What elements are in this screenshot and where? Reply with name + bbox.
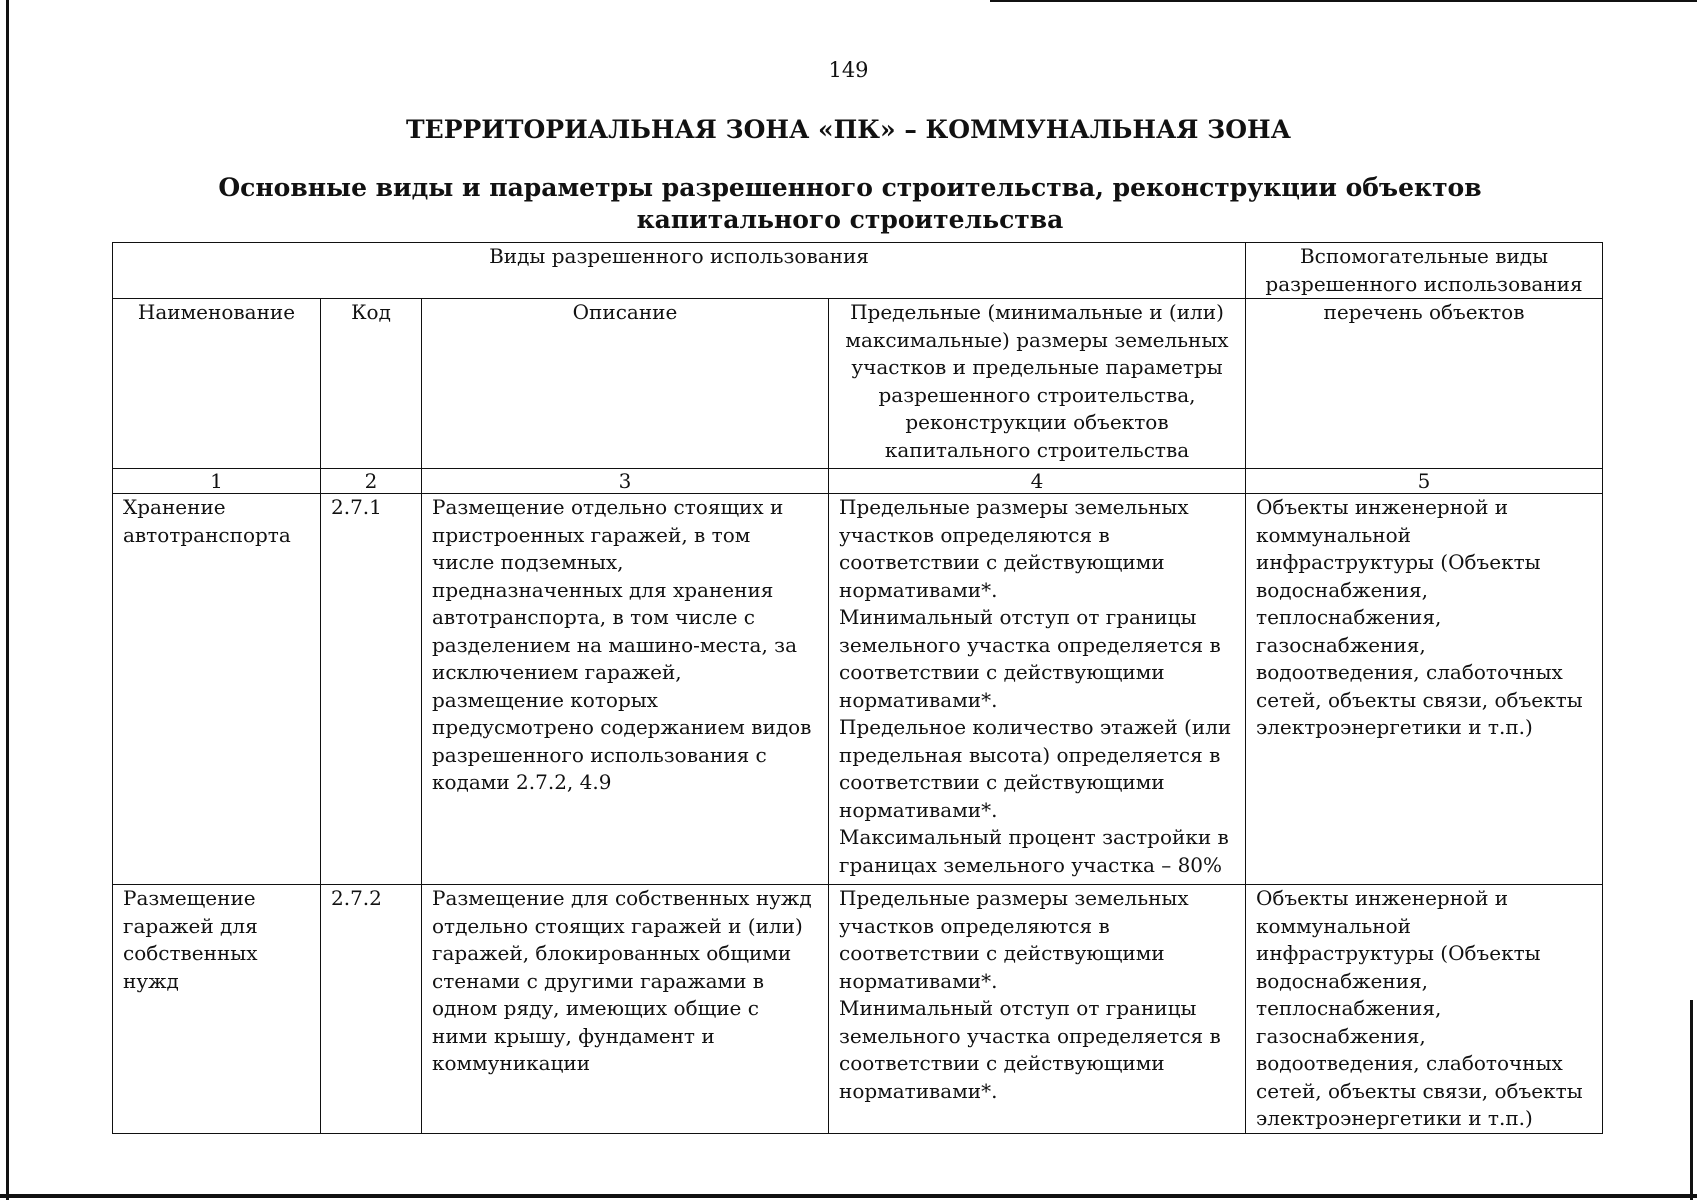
column-number: 4 [829,469,1246,494]
table-row [113,494,1603,885]
cell-description: Размещение для собственных нужд отдельно стоящих гаражей и (или) гаражей, блокированных общими стенами с другими гаражами в одном ряду, имеющих общие с ними крышу, фундамент и коммуникации [422,885,829,1134]
cell-objects: Объекты инженерной и коммунальной инфраструктуры (Объекты водоснабжения, теплоснабжения, газоснабжения, водоотведения, слаботочных сетей, объекты связи, объекты электроэнергетики и т.п.) [1246,494,1603,885]
document-title: ТЕРРИТОРИАЛЬНАЯ ЗОНА «ПК» – КОММУНАЛЬНАЯ ЗОНА [406,115,1291,144]
column-number: 3 [422,469,829,494]
page-number: 149 [828,58,869,82]
header-name: Наименование [113,299,321,469]
column-number: 5 [1246,469,1603,494]
header-permitted-uses: Виды разрешенного использования [113,243,1246,299]
cell-code: 2.7.1 [321,494,422,885]
scan-edge-left [6,0,9,1200]
cell-limits: Предельные размеры земельных участков определяются в соответствии с действующими нормативами*. Минимальный отступ от границы земельного участка определяется в соответствии с действующими нормативами*. [829,885,1246,1134]
header-description: Описание [422,299,829,469]
header-auxiliary-uses: Вспомогательные виды разрешенного использования [1246,243,1603,299]
group-header-row [113,243,1603,299]
cell-code: 2.7.2 [321,885,422,1134]
header-code: Код [321,299,422,469]
header-limits: Предельные (минимальные и (или) максимальные) размеры земельных участков и предельные параметры разрешенного строительства, реконструкции объектов капитального строительства [829,299,1246,469]
scan-edge-right [1690,1000,1693,1200]
column-number: 2 [321,469,422,494]
cell-name: Хранение автотранспорта [113,494,321,885]
table-row [113,885,1603,1134]
permitted-uses-table [112,242,1603,1134]
document-subtitle: Основные виды и параметры разрешенного строительства, реконструкции объектов капитального строительства [218,173,1482,234]
column-number-row [113,469,1603,494]
header-objects: перечень объектов [1246,299,1603,469]
scan-edge-bottom [0,1194,1697,1198]
cell-objects: Объекты инженерной и коммунальной инфраструктуры (Объекты водоснабжения, теплоснабжения, газоснабжения, водоотведения, слаботочных сетей, объекты связи, объекты электроэнергетики и т.п.) [1246,885,1603,1134]
cell-limits: Предельные размеры земельных участков определяются в соответствии с действующими нормативами*. Минимальный отступ от границы земельного участка определяется в соответствии с действующими нормативами*. Предельное количество этажей (или предельная высота) определяется в соответствии с действующими нормативами*. Максимальный процент застройки в границах земельного участка – 80% [829,494,1246,885]
cell-description: Размещение отдельно стоящих и пристроенных гаражей, в том числе подземных, предназначенных для хранения автотранспорта, в том числе с разделением на машино-места, за исключением гаражей, размещение которых предусмотрено содержанием видов разрешенного использования с кодами 2.7.2, 4.9 [422,494,829,885]
column-header-row [113,299,1603,469]
cell-name: Размещение гаражей для собственных нужд [113,885,321,1134]
scan-edge-top [990,0,1697,2]
column-number: 1 [113,469,321,494]
